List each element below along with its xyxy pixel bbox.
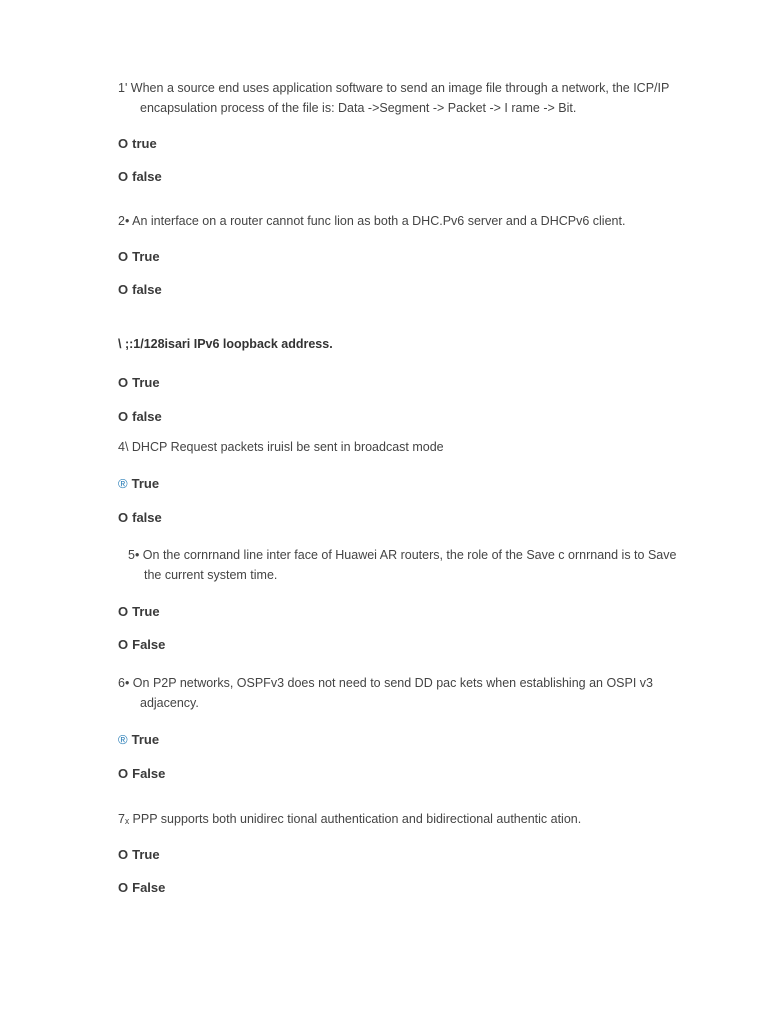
option-label: False [132,637,166,652]
option-label: true [132,136,157,151]
radio-unselected-icon[interactable]: O [118,249,129,264]
question-6-option-false[interactable] [118,765,165,783]
question-4-line-1: 4\ DHCP Request packets iruisl be sent in broadcast mode [118,440,444,454]
radio-unselected-icon[interactable]: O [118,766,129,781]
option-label: false [132,510,162,525]
question-5-option-false[interactable] [118,636,165,654]
question-1-option-true[interactable] [118,135,157,153]
radio-selected-icon[interactable]: ® [118,476,128,491]
question-7-option-true[interactable] [118,846,160,864]
question-2-option-true[interactable] [118,248,160,266]
question-3-option-false[interactable] [118,408,162,426]
option-label: True [132,249,160,264]
radio-unselected-icon[interactable]: O [118,375,129,390]
radio-unselected-icon[interactable]: O [118,510,129,525]
question-3-line-1: \ ;:1/128isari IPv6 loopback address. [118,337,333,351]
question-7-text [118,809,708,829]
question-6-text [118,673,708,713]
question-4-option-true[interactable] [118,475,159,493]
radio-unselected-icon[interactable]: O [118,847,129,862]
question-7-line-1: 7ₓ PPP supports both unidirec tional authentication and bidirectional authentic ation. [118,812,582,826]
option-label: False [132,880,166,895]
question-2-line-1: 2• An interface on a router cannot func lion as both a DHC.Pv6 server and a DHCPv6 client. [118,214,626,228]
radio-unselected-icon[interactable]: O [118,169,129,184]
question-7-option-false[interactable] [118,879,165,897]
question-5-option-true[interactable] [118,603,160,621]
question-4-text [118,437,708,457]
option-label: false [132,282,162,297]
radio-unselected-icon[interactable]: O [118,604,129,619]
option-label: True [131,476,160,491]
question-1-text [118,78,708,118]
question-1-line-2: encapsulation process of the file is: Data ->Segment -> Packet -> I rame -> Bit. [140,101,577,115]
question-5-text [128,545,718,585]
option-label: false [132,169,162,184]
option-label: True [132,847,160,862]
option-label: True [132,375,160,390]
question-1-line-1: 1' When a source end uses application software to send an image file through a network, the ICP/IP [118,81,670,95]
radio-selected-icon[interactable]: ® [118,732,128,747]
option-label: false [132,409,162,424]
radio-unselected-icon[interactable]: O [118,637,129,652]
question-2-option-false[interactable] [118,281,162,299]
radio-unselected-icon[interactable]: O [118,136,129,151]
question-4-option-false[interactable] [118,509,162,527]
question-5-line-2: the current system time. [144,568,278,582]
radio-unselected-icon[interactable]: O [118,880,129,895]
question-6-option-true[interactable] [118,731,159,749]
option-label: True [131,732,160,747]
radio-unselected-icon[interactable]: O [118,409,129,424]
question-2-text [118,211,708,231]
option-label: False [132,766,166,781]
question-5-line-1: 5• On the cornrnand line inter face of Huawei AR routers, the role of the Save c ornrnand is to Save [128,548,677,562]
option-label: True [132,604,160,619]
question-1-option-false[interactable] [118,168,162,186]
question-3-text [118,334,708,354]
question-3-option-true[interactable] [118,374,160,392]
radio-unselected-icon[interactable]: O [118,282,129,297]
question-6-line-2: adjacency. [140,696,199,710]
question-6-line-1: 6• On P2P networks, OSPFv3 does not need to send DD pac kets when establishing an OSPI v3 [118,676,653,690]
